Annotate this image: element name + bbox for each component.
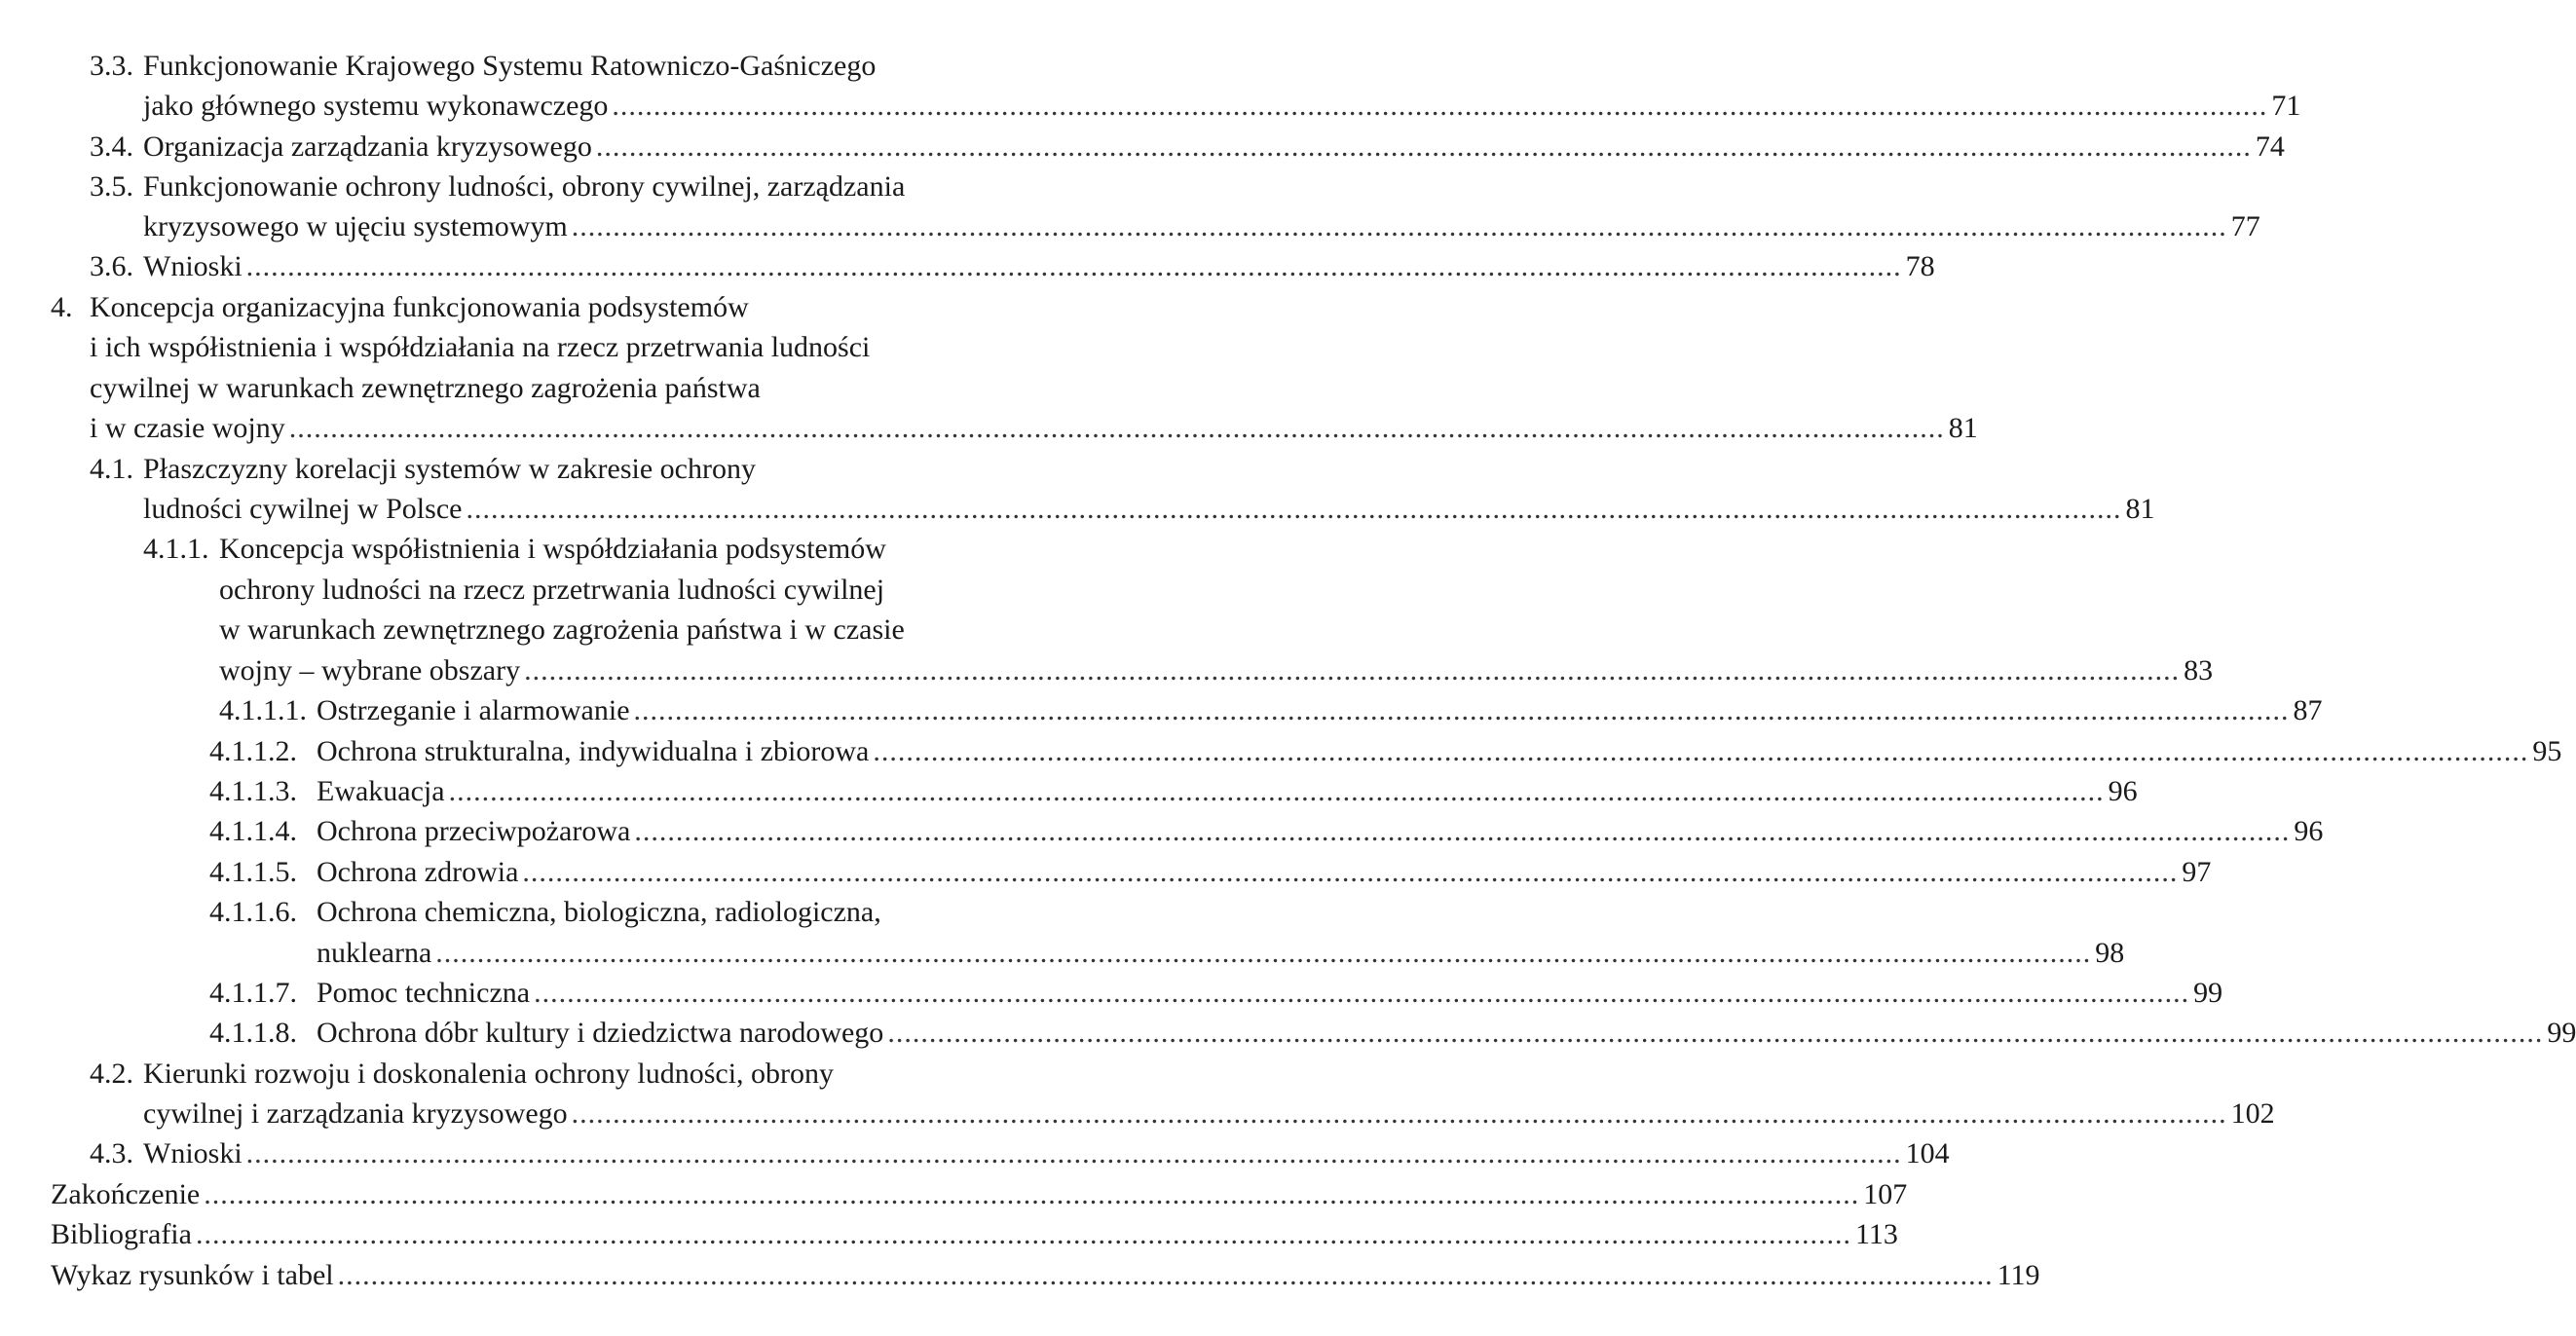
toc-entry-title-line: ludności cywilnej w Polsce <box>143 493 463 525</box>
toc-entry-title-line: Ochrona chemiczna, biologiczna, radiologiczna, <box>317 896 881 928</box>
toc-entry-title-line: cywilnej i zarządzania kryzysowego <box>143 1097 568 1130</box>
toc-page-number: 96 <box>2108 775 2138 807</box>
toc-entry-number: 4.1.1.7. <box>209 977 297 1009</box>
toc-entry-3-4 <box>90 127 2285 167</box>
dot-leader: ........................................................................................................................................................................................................ <box>245 250 1902 282</box>
toc-entry-4-1-1-3 <box>209 771 2138 811</box>
toc-entry-number: 4. <box>51 291 73 323</box>
toc-entry-title-line: Ostrzeganie i alarmowanie <box>317 694 630 726</box>
toc-page-number: 102 <box>2230 1097 2275 1130</box>
toc-page-number: 96 <box>2294 815 2324 847</box>
toc-entry-title-line: nuklearna <box>317 937 432 969</box>
toc-page-number: 77 <box>2230 210 2260 242</box>
toc-entry-title-line: wojny – wybrane obszary <box>219 654 521 687</box>
toc-entry-number: 4.3. <box>90 1137 133 1169</box>
toc-entry-number: 3.6. <box>90 250 133 282</box>
toc-entry-title-line: kryzysowego w ujęciu systemowym <box>143 210 568 242</box>
dot-leader: ........................................................................................................................................................................................................ <box>887 1017 2544 1049</box>
dot-leader: ........................................................................................................................................................................................................ <box>522 856 2179 888</box>
toc-entry-4-cont <box>90 327 1040 367</box>
toc-entry-number: 4.1.1.8. <box>209 1017 297 1049</box>
toc-entry-number: 4.1.1.3. <box>209 775 297 807</box>
toc-entry-number: 4.1.1.2. <box>209 735 297 767</box>
toc-entry-4-1-1-1 <box>219 690 2323 730</box>
toc-entry-title-line: Funkcjonowanie Krajowego Systemu Ratowniczo-Gaśniczego <box>143 50 877 82</box>
dot-leader: ........................................................................................................................................................................................................ <box>633 694 2290 726</box>
toc-entry-4-1-1-6-cont <box>317 933 2125 973</box>
dot-leader: ........................................................................................................................................................................................................ <box>195 1218 1851 1250</box>
toc-entry-number: 3.4. <box>90 130 133 163</box>
toc-entry-title-line: Koncepcja organizacyjna funkcjonowania podsystemów <box>90 291 749 323</box>
toc-entry-3-3-cont <box>143 86 2301 126</box>
dot-leader: ........................................................................................................................................................................................................ <box>534 977 2190 1009</box>
toc-page-number: 119 <box>1997 1259 2040 1291</box>
dot-leader: ........................................................................................................................................................................................................ <box>571 1097 2227 1130</box>
toc-entry-title-line: Ochrona strukturalna, indywidualna i zbiorowa <box>317 735 870 767</box>
toc-entry-number: 4.1.1.5. <box>209 856 297 888</box>
toc-entry-bibliografia <box>51 1214 1898 1254</box>
toc-entry-title-line: Płaszczyzny korelacji systemów w zakresie ochrony <box>143 453 756 485</box>
toc-entry-title-line: Kierunki rozwoju i doskonalenia ochrony ludności, obrony <box>143 1058 835 1090</box>
toc-entry-title-line: i ich współistnienia i współdziałania na rzecz przetrwania ludności <box>90 331 871 363</box>
toc-page-number: 113 <box>1854 1218 1898 1250</box>
toc-entry-4-1-1 <box>143 529 1040 569</box>
toc-entry-number: 3.5. <box>90 170 133 203</box>
toc-entry-title-line: w warunkach zewnętrznego zagrożenia państwa i w czasie <box>219 613 905 646</box>
dot-leader: ........................................................................................................................................................................................................ <box>524 654 2181 687</box>
toc-page-number: 99 <box>2547 1017 2576 1049</box>
dot-leader: ........................................................................................................................................................................................................ <box>466 493 2122 525</box>
dot-leader: ........................................................................................................................................................................................................ <box>288 412 1945 444</box>
dot-leader: ........................................................................................................................................................................................................ <box>337 1259 1994 1291</box>
toc-entry-title-line: Organizacja zarządzania kryzysowego <box>143 130 592 163</box>
toc-entry-4-1-1-2 <box>209 731 2562 771</box>
toc-entry-3-5-cont <box>143 206 2260 246</box>
dot-leader: ........................................................................................................................................................................................................ <box>245 1137 1902 1169</box>
dot-leader: ........................................................................................................................................................................................................ <box>448 775 2105 807</box>
toc-entry-title-line: Ewakuacja <box>317 775 445 807</box>
toc-entry-title-line: Wnioski <box>143 250 243 282</box>
dot-leader: ........................................................................................................................................................................................................ <box>204 1178 1860 1210</box>
toc-page-number: 81 <box>1948 412 1978 444</box>
toc-entry-number: 4.1. <box>90 453 133 485</box>
toc-page-number: 97 <box>2182 856 2212 888</box>
toc-page-number: 81 <box>2125 493 2155 525</box>
toc-entry-4-1-1-cont <box>219 570 1040 610</box>
toc-entry-number: 4.1.1.4. <box>209 815 297 847</box>
toc-entry-title-line: i w czasie wojny <box>90 412 285 444</box>
toc-entry-4-1-1-cont <box>219 610 1040 649</box>
toc-page-number: 87 <box>2293 694 2323 726</box>
toc-entry-title-line: Funkcjonowanie ochrony ludności, obrony cywilnej, zarządzania <box>143 170 906 203</box>
dot-leader: ........................................................................................................................................................................................................ <box>873 735 2529 767</box>
toc-entry-4 <box>51 287 1040 327</box>
toc-entry-title-line: Koncepcja współistnienia i współdziałania podsystemów <box>219 533 886 565</box>
dot-leader: ........................................................................................................................................................................................................ <box>435 937 2092 969</box>
toc-page-number: 78 <box>1905 250 1935 282</box>
toc-entry-title-line: cywilnej w warunkach zewnętrznego zagrożenia państwa <box>90 372 761 404</box>
toc-entry-zakonczenie <box>51 1174 1908 1214</box>
toc-entry-4-1 <box>90 449 1040 489</box>
toc-entry-4-cont <box>90 408 1978 448</box>
toc-page-number: 99 <box>2193 977 2223 1009</box>
toc-page-number: 104 <box>1905 1137 1950 1169</box>
toc-page-number: 74 <box>2255 130 2285 163</box>
toc-entry-number: 4.1.1.1. <box>219 694 307 726</box>
dot-leader: ........................................................................................................................................................................................................ <box>612 90 2268 122</box>
toc-entry-title-line: Ochrona zdrowia <box>317 856 519 888</box>
toc-entry-wykaz <box>51 1255 2040 1295</box>
toc-entry-4-1-1-cont <box>219 650 2214 690</box>
toc-entry-number: 4.1.1. <box>143 533 209 565</box>
toc-entry-title-line: jako głównego systemu wykonawczego <box>143 90 609 122</box>
toc-entry-title-line: Ochrona dóbr kultury i dziedzictwa narodowego <box>317 1017 884 1049</box>
toc-entry-title-line: Zakończenie <box>51 1178 201 1210</box>
toc-page-number: 95 <box>2532 735 2562 767</box>
toc-entry-3-5 <box>90 167 1040 206</box>
toc-entry-4-2-cont <box>143 1094 2275 1133</box>
toc-page-number: 98 <box>2095 937 2125 969</box>
toc-entry-4-1-1-7 <box>209 973 2223 1013</box>
toc-entry-title-line: ochrony ludności na rzecz przetrwania ludności cywilnej <box>219 574 885 606</box>
toc-entry-title-line: Wykaz rysunków i tabel <box>51 1259 334 1291</box>
toc-entry-title-line: Pomoc techniczna <box>317 977 531 1009</box>
toc-entry-4-1-1-6 <box>209 892 1040 932</box>
toc-entry-4-1-1-4 <box>209 811 2324 851</box>
dot-leader: ........................................................................................................................................................................................................ <box>595 130 2252 163</box>
dot-leader: ........................................................................................................................................................................................................ <box>571 210 2227 242</box>
toc-entry-4-3 <box>90 1133 1950 1173</box>
toc-entry-3-6 <box>90 246 1935 286</box>
toc-entry-4-2 <box>90 1054 1040 1094</box>
toc-entry-number: 4.1.1.6. <box>209 896 297 928</box>
dot-leader: ........................................................................................................................................................................................................ <box>634 815 2291 847</box>
toc-entry-number: 3.3. <box>90 50 133 82</box>
toc-entry-4-1-1-5 <box>209 852 2212 892</box>
toc-page-number: 71 <box>2271 90 2301 122</box>
toc-entry-4-1-cont <box>143 489 2155 529</box>
toc-entry-title-line: Wnioski <box>143 1137 243 1169</box>
toc-entry-title-line: Ochrona przeciwpożarowa <box>317 815 631 847</box>
toc-page-number: 83 <box>2184 654 2214 687</box>
toc-entry-4-cont <box>90 368 1040 408</box>
toc-entry-4-1-1-8 <box>209 1013 2576 1053</box>
toc-entry-title-line: Bibliografia <box>51 1218 192 1250</box>
toc-entry-3-3 <box>90 46 1040 86</box>
toc-page-number: 107 <box>1863 1178 1908 1210</box>
toc-entry-number: 4.2. <box>90 1058 133 1090</box>
